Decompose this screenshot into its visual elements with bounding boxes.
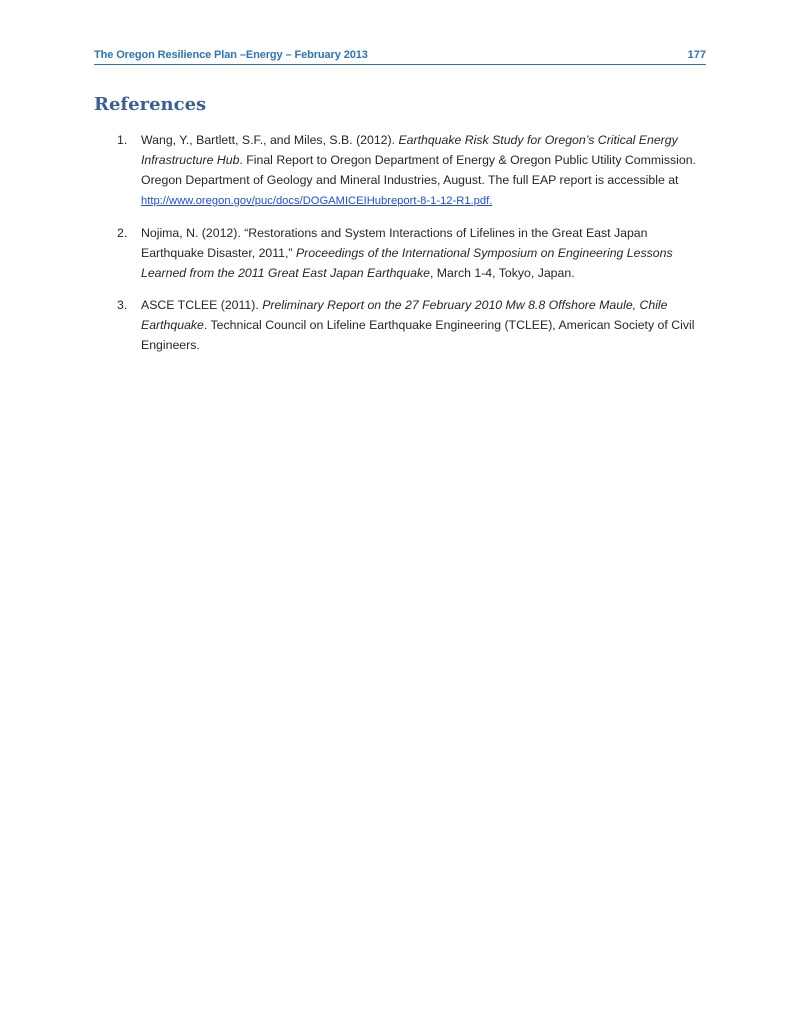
reference-title: Earthquake Risk Study for Oregon’s Critical Energy Infrastructure Hub <box>141 133 678 167</box>
document-title: The Oregon Resilience Plan –Energy – February 2013 <box>94 49 368 61</box>
reference-details: . Technical Council on Lifeline Earthquake Engineering (TCLEE), American Society of Civil Engineers. <box>141 318 695 352</box>
reference-title: Preliminary Report on the 27 February 2010 Mw 8.8 Offshore Maule, Chile Earthquake <box>141 298 668 332</box>
reference-details: . Final Report to Oregon Department of Energy & Oregon Public Utility Commission. Oregon Department of Geology and Mineral Industries, August. The full EAP report is accessible at <box>141 153 696 187</box>
reference-link[interactable]: http://www.oregon.gov/puc/docs/DOGAMICEIHubreport-8-1-12-R1.pdf. <box>141 195 493 207</box>
reference-item <box>117 223 709 283</box>
page-header <box>94 48 706 65</box>
reference-item <box>117 130 709 211</box>
reference-number: 3. <box>117 298 128 312</box>
reference-number: 2. <box>117 226 128 240</box>
reference-list <box>117 130 709 367</box>
reference-authors: Nojima, N. (2012). “Restorations and System Interactions of Lifelines in the Great East Japan Earthquake Disaster, 2011,” <box>141 226 648 260</box>
reference-authors: ASCE TCLEE (2011). <box>141 298 259 312</box>
section-heading: References <box>94 94 207 115</box>
reference-authors: Wang, Y., Bartlett, S.F., and Miles, S.B. (2012). <box>141 133 396 147</box>
reference-details: , March 1-4, Tokyo, Japan. <box>429 266 575 280</box>
reference-number: 1. <box>117 133 128 147</box>
reference-item <box>117 295 709 355</box>
page-number: 177 <box>687 49 706 61</box>
reference-title: Proceedings of the International Symposium on Engineering Lessons Learned from the 2011 Great East Japan Earthquake <box>141 246 673 280</box>
